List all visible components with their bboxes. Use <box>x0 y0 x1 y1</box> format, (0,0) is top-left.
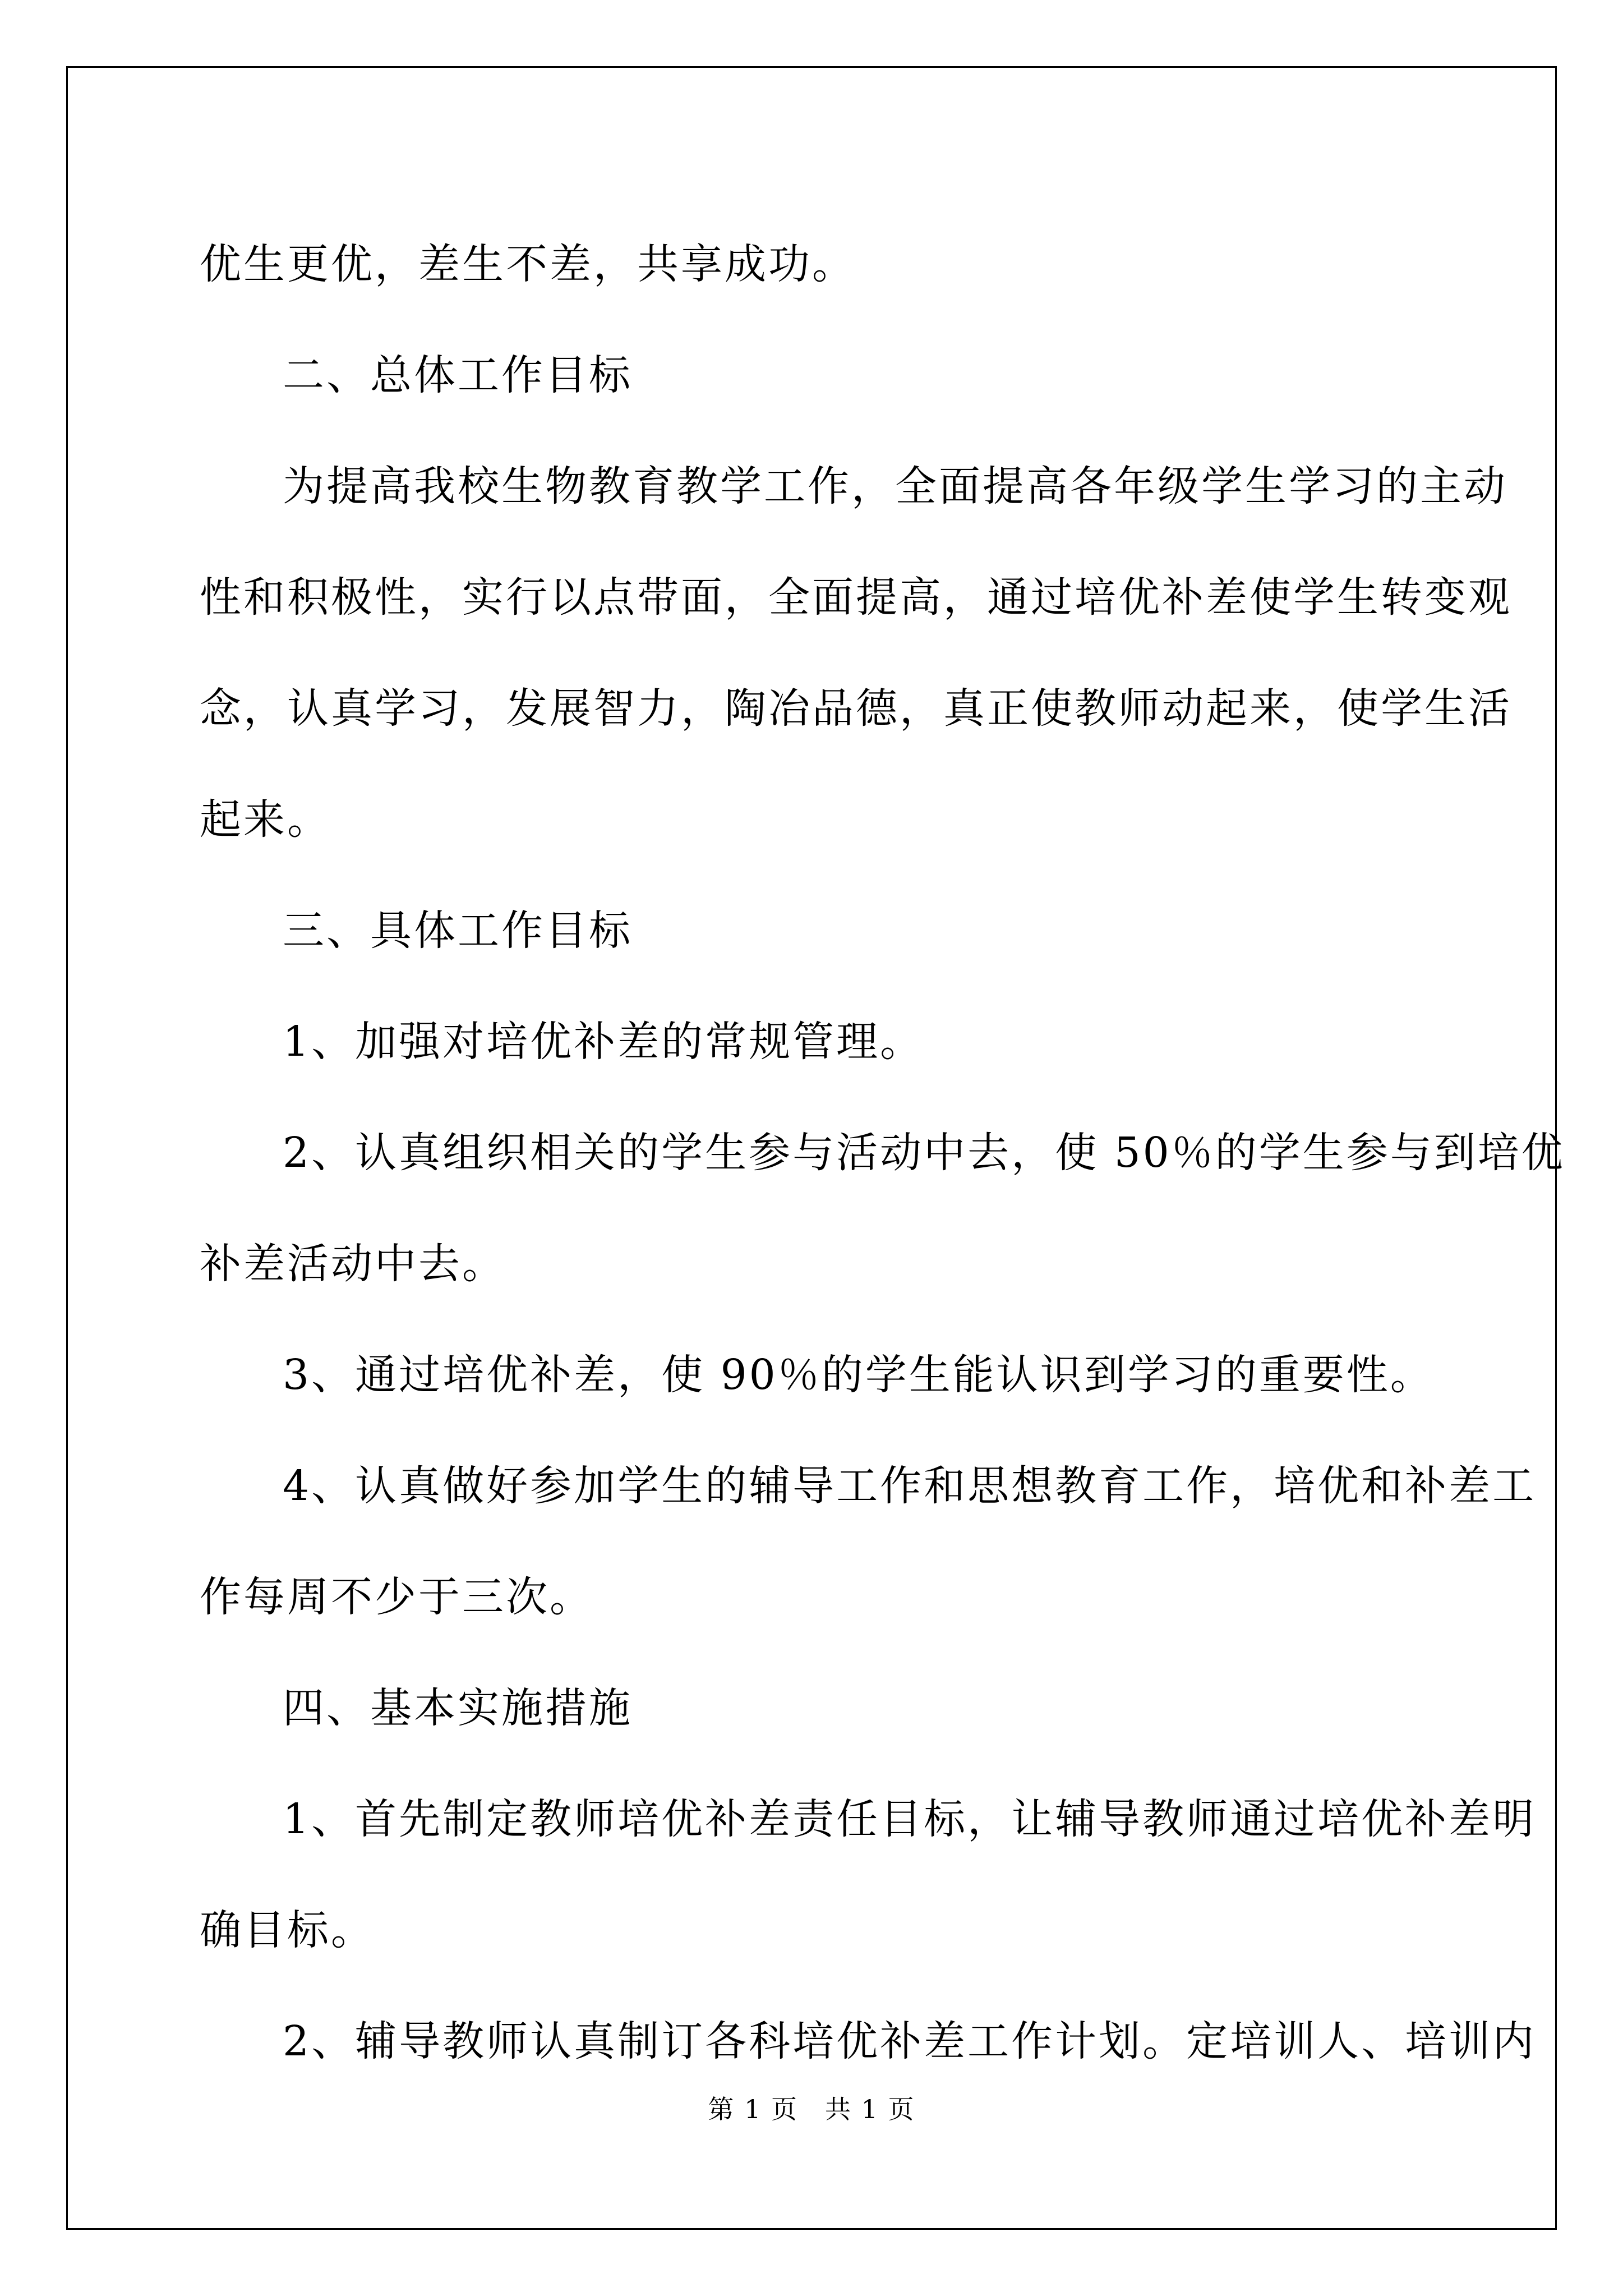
section-heading: 二、总体工作目标 <box>283 351 633 399</box>
list-item: 2、认真组织相关的学生参与活动中去，使 50％的学生参与到培优 <box>283 1129 1565 1177</box>
paragraph-line: 确目标。 <box>200 1906 375 1954</box>
paragraph-line: 念，认真学习，发展智力，陶冶品德，真正使教师动起来，使学生活 <box>200 684 1512 733</box>
paragraph-line: 起来。 <box>200 795 331 844</box>
paragraph-line: 作每周不少于三次。 <box>200 1573 593 1621</box>
page-number-footer: 第 1 页 共 1 页 <box>708 2094 915 2124</box>
list-item: 3、通过培优补差，使 90％的学生能认识到学习的重要性。 <box>283 1351 1434 1399</box>
paragraph-line: 性和积极性，实行以点带面，全面提高，通过培优补差使学生转变观 <box>200 573 1512 622</box>
list-item: 4、认真做好参加学生的辅导工作和思想教育工作，培优和补差工 <box>283 1462 1537 1510</box>
paragraph-line: 为提高我校生物教育教学工作，全面提高各年级学生学习的主动 <box>283 462 1507 510</box>
section-heading: 四、基本实施措施 <box>283 1684 633 1732</box>
list-item: 1、加强对培优补差的常规管理。 <box>283 1018 924 1066</box>
section-heading: 三、具体工作目标 <box>283 907 633 955</box>
list-item: 2、辅导教师认真制订各科培优补差工作计划。定培训人、培训内 <box>283 2017 1537 2065</box>
paragraph-line: 优生更优，差生不差，共享成功。 <box>200 240 856 288</box>
list-item: 1、首先制定教师培优补差责任目标，让辅导教师通过培优补差明 <box>283 1795 1537 1843</box>
paragraph-line: 补差活动中去。 <box>200 1240 506 1288</box>
document-body <box>200 209 1565 2097</box>
